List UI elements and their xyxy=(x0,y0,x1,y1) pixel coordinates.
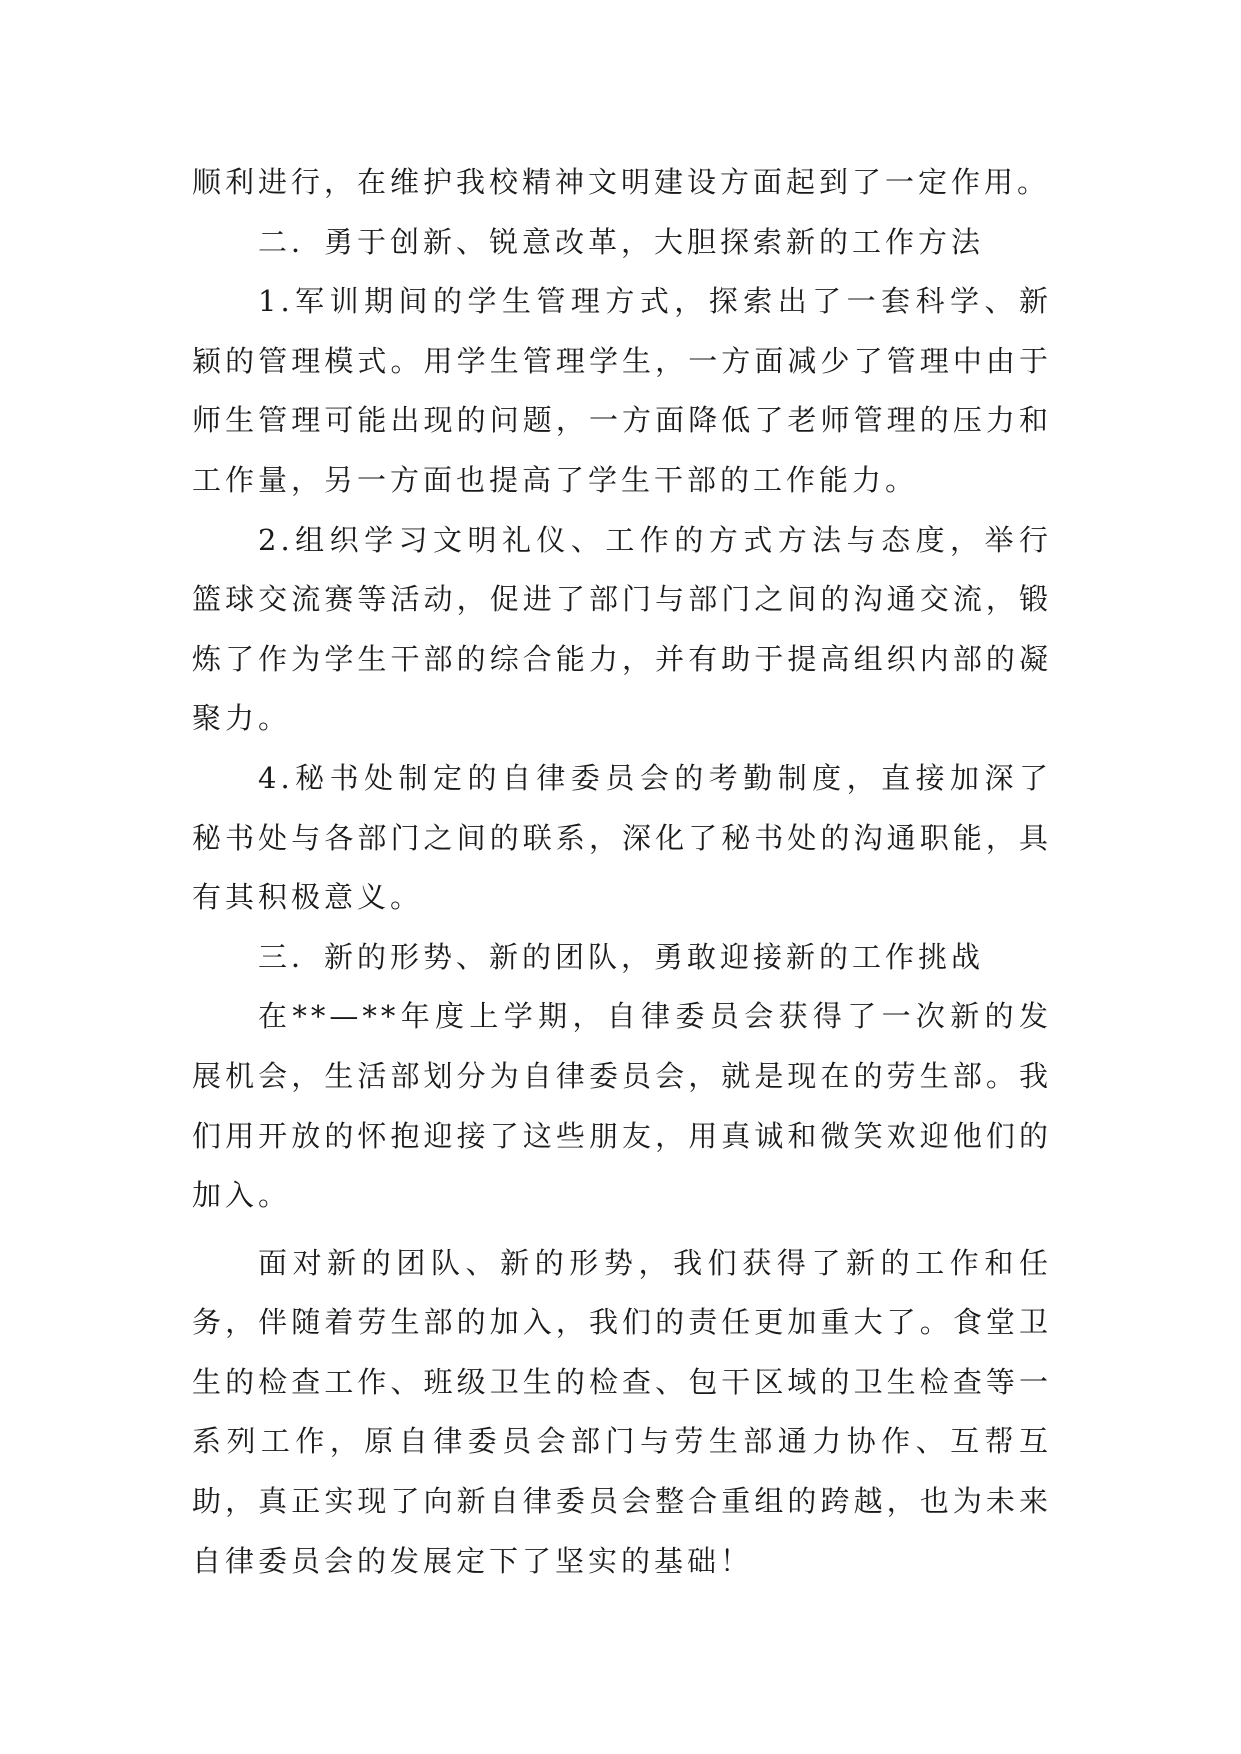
paragraph-item-2: 2.组织学习文明礼仪、工作的方式方法与态度，举行篮球交流赛等活动，促进了部门与部门之间的沟通交流，锻炼了作为学生干部的综合能力，并有助于提高组织内部的凝聚力。 xyxy=(192,522,1052,736)
paragraph-item-1: 1.军训期间的学生管理方式，探索出了一套科学、新颖的管理模式。用学生管理学生，一方面减少了管理中由于师生管理可能出现的问题，一方面降低了老师管理的压力和工作量，另一方面也提高了学生干部的工作能力。 xyxy=(192,284,1052,497)
section-heading-3: 三．新的形势、新的团队，勇敢迎接新的工作挑战 xyxy=(258,939,985,974)
paragraph-item-4: 4.秘书处制定的自律委员会的考勤制度，直接加深了秘书处与各部门之间的联系，深化了秘书处的沟通职能，具有其积极意义。 xyxy=(192,760,1052,915)
paragraph-continuation: 顺利进行，在维护我校精神文明建设方面起到了一定作用。 xyxy=(192,165,1051,199)
section-heading-2: 二．勇于创新、锐意改革，大胆探索新的工作方法 xyxy=(258,224,985,259)
document-body xyxy=(192,153,1052,1591)
paragraph-new-team: 面对新的团队、新的形势，我们获得了新的工作和任务，伴随着劳生部的加入，我们的责任更加重大了。食堂卫生的检查工作、班级卫生的检查、包干区域的卫生检查等一系列工作，原自律委员会部门与劳生部通力协作、互帮互助，真正实现了向新自律委员会整合重组的跨越，也为未来自律委员会的发展定下了坚实的基础！ xyxy=(192,1245,1052,1578)
paragraph-new-term: 在**—**年度上学期，自律委员会获得了一次新的发展机会，生活部划分为自律委员会，就是现在的劳生部。我们用开放的怀抱迎接了这些朋友，用真诚和微笑欢迎他们的加入。 xyxy=(192,999,1052,1213)
